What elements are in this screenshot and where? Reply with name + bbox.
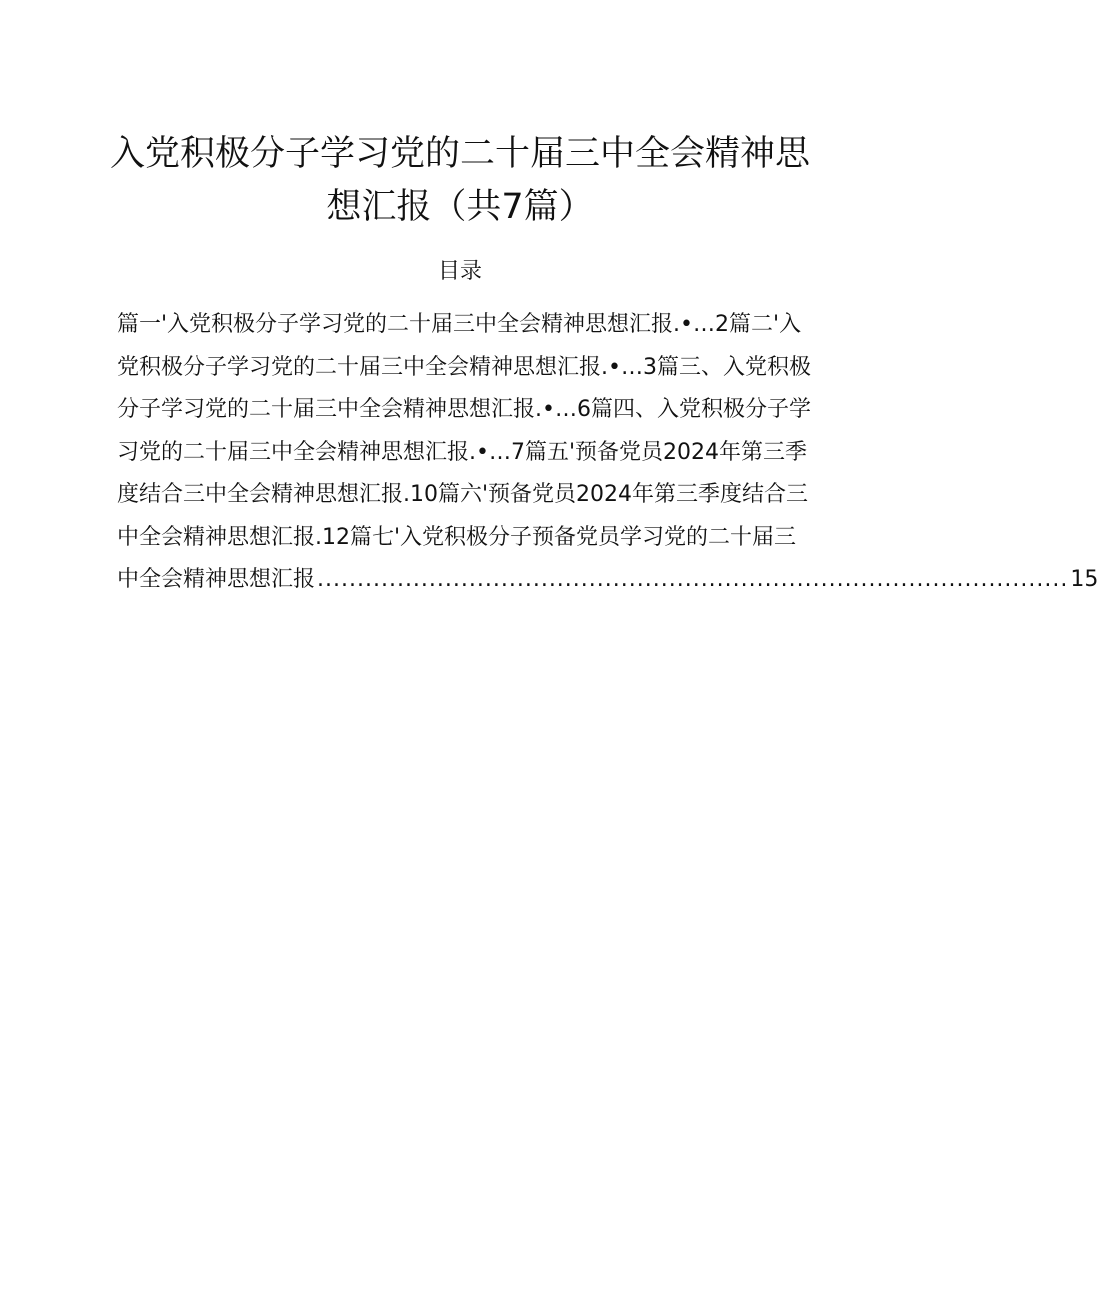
toc-line-3: 分子学习党的二十届三中全会精神思想汇报.•…6篇四、入党积极分子学	[117, 397, 811, 422]
toc-line-4: 习党的二十届三中全会精神思想汇报.•…7篇五'预备党员2024年第三季	[117, 439, 808, 465]
title-line-2: 想汇报（共7篇）	[326, 187, 594, 227]
toc-line-6: 中全会精神思想汇报.12篇七'入党积极分子预备党员学习党的二十届三	[117, 524, 797, 550]
toc-page-number: 15	[1070, 567, 1098, 592]
toc-line-2: 党积极分子学习党的二十届三中全会精神思想汇报.•…3篇三、入党积极	[117, 354, 811, 380]
toc-last-entry-text: 中全会精神思想汇报	[117, 567, 316, 592]
toc-dot-leader: ..............................................................................................	[317, 567, 1069, 592]
toc-heading: 目录	[437, 259, 482, 284]
document-title	[100, 128, 820, 234]
title-line-1: 入党积极分子学习党的二十届三中全会精神思	[109, 134, 810, 174]
toc-line-1: 篇一'入党积极分子学习党的二十届三中全会精神思想汇报.•…2篇二'入	[117, 312, 802, 337]
toc-line-7	[117, 559, 1098, 602]
table-of-contents	[117, 304, 1098, 602]
toc-line-5: 度结合三中全会精神思想汇报.10篇六'预备党员2024年第三季度结合三	[117, 482, 809, 507]
